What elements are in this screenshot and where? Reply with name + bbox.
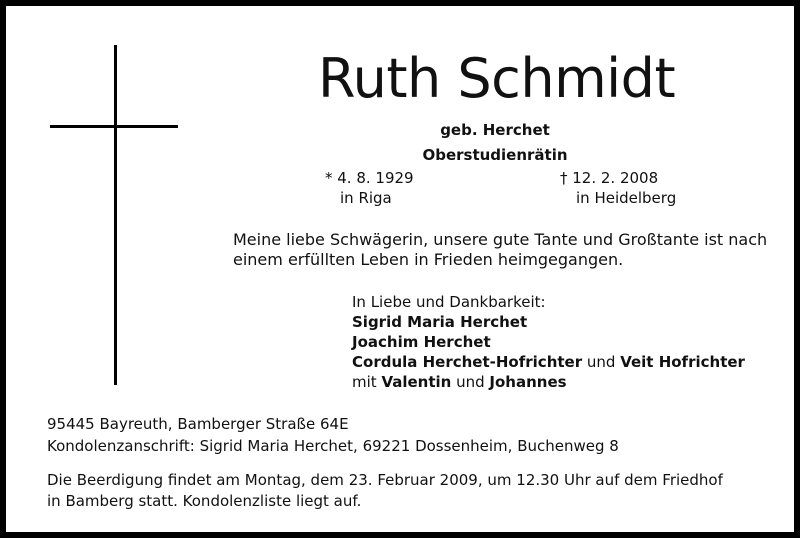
- mourners-intro: In Liebe und Dankbarkeit:: [352, 293, 546, 311]
- funeral-info-line-1: Die Beerdigung findet am Montag, dem 23. Februar 2009, um 12.30 Uhr auf dem Friedhof: [47, 471, 723, 489]
- mourner-name: Veit Hofrichter: [620, 353, 745, 371]
- funeral-info-line-2: in Bamberg statt. Kondolenzliste liegt auf.: [47, 492, 362, 510]
- mourner-name: Sigrid Maria Herchet: [352, 313, 528, 331]
- maiden-name: geb. Herchet: [440, 121, 550, 139]
- death-date: † 12. 2. 2008: [560, 169, 659, 187]
- birth-place: in Riga: [340, 189, 392, 207]
- condolence-address: Kondolenzanschrift: Sigrid Maria Herchet, 69221 Dossenheim, Buchenweg 8: [47, 437, 619, 455]
- mourner-line-children: [352, 372, 567, 392]
- birth-date: * 4. 8. 1929: [325, 169, 414, 187]
- mourner-name: Joachim Herchet: [352, 333, 491, 351]
- occupation-title: Oberstudienrätin: [422, 146, 568, 164]
- death-place: in Heidelberg: [576, 189, 677, 207]
- with-text: mit: [352, 373, 382, 391]
- deceased-name: Ruth Schmidt: [318, 47, 676, 110]
- cross-icon-horizontal: [50, 125, 178, 128]
- cross-icon-vertical: [114, 45, 117, 385]
- conjunction-text: und: [451, 373, 490, 391]
- child-name: Valentin: [381, 373, 452, 391]
- mourner-line-couple: [352, 352, 745, 372]
- message-line-2: einem erfüllten Leben in Frieden heimgegangen.: [233, 250, 624, 269]
- message-line-1: Meine liebe Schwägerin, unsere gute Tante und Großtante ist nach: [233, 230, 768, 249]
- address-line: 95445 Bayreuth, Bamberger Straße 64E: [47, 415, 349, 433]
- mourner-name: Cordula Herchet-Hofrichter: [352, 353, 583, 371]
- child-name: Johannes: [489, 373, 567, 391]
- conjunction-text: und: [582, 353, 621, 371]
